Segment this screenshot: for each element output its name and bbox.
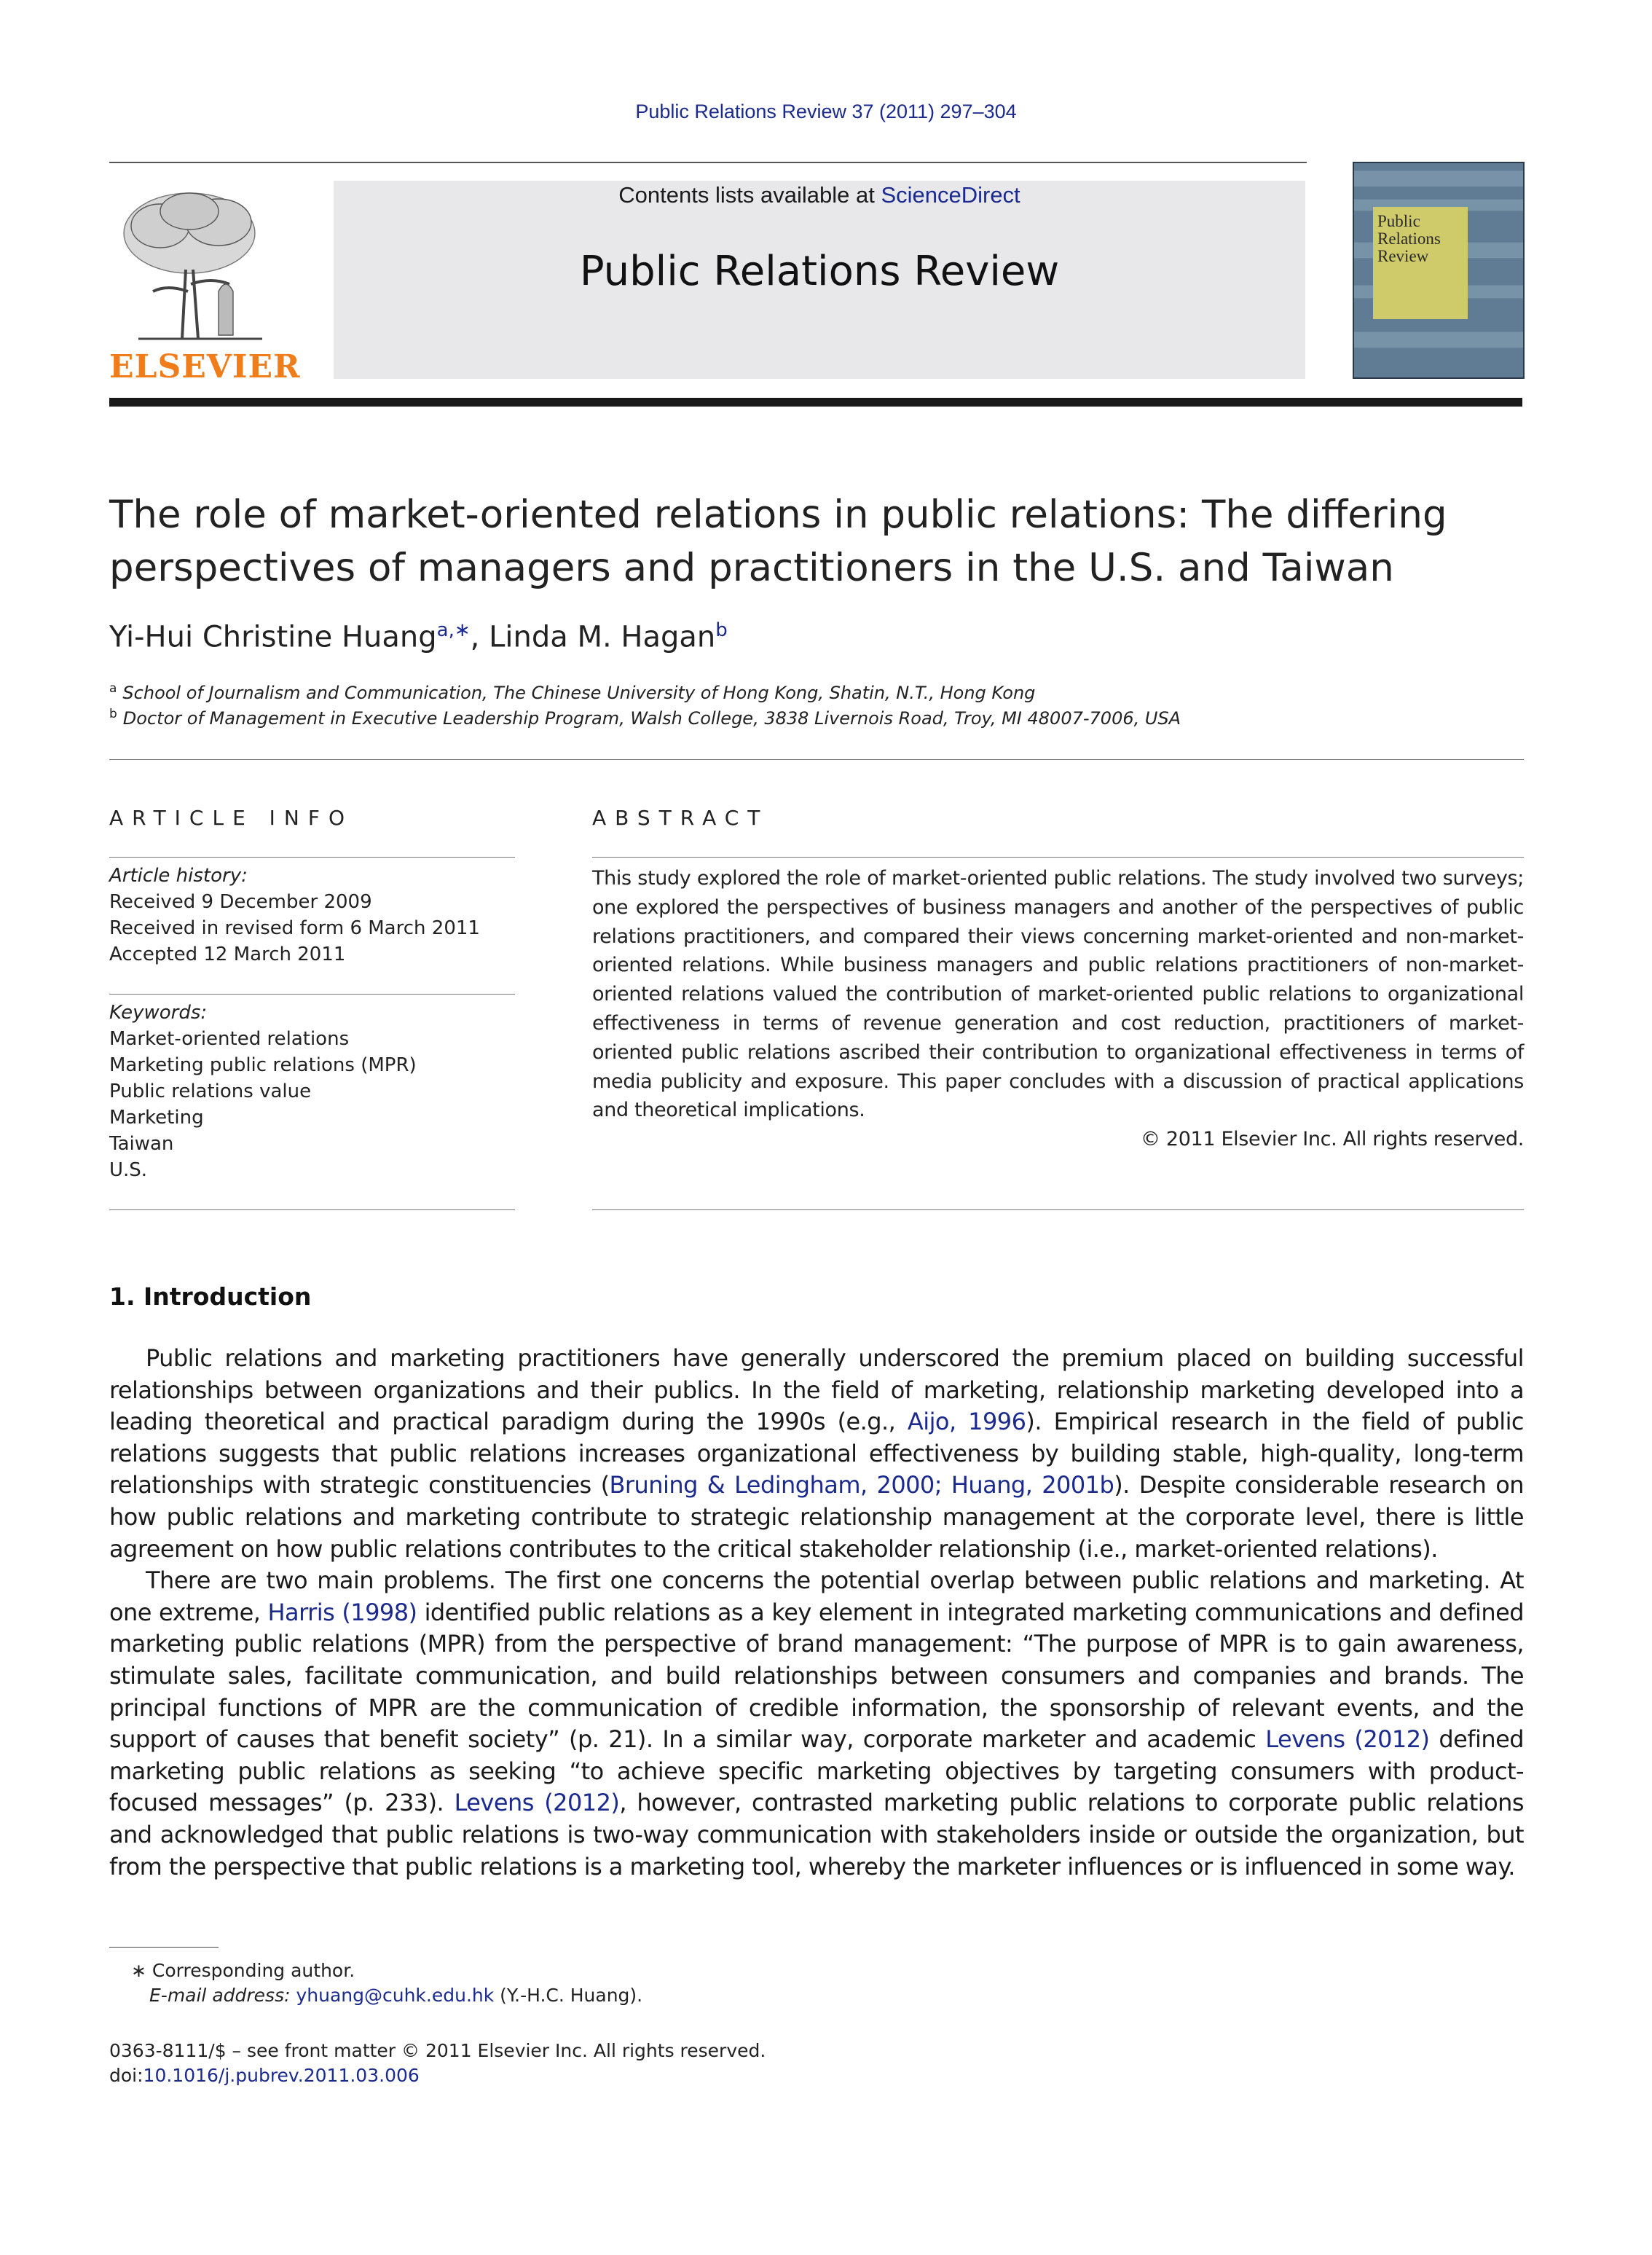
abstract-paragraph: This study explored the role of market-oriented public relations. The study involved two surveys; one explored the perspectives of business managers and another of the perspectives of public relations practitioners, and compared their views concerning market-oriented and non-market-oriented relations. While business managers and public relations practitioners of non-market-oriented relations valued the contribution of market-oriented public relations to organizational effectiveness in terms of revenue generation and cost reduction, practitioners of market-oriented public relations ascribed their contribution to organizational effectiveness in terms of media publicity and exposure. This paper concludes with a discussion of practical applications and theoretical implications. — [592, 867, 1524, 1122]
body-paragraph — [109, 1565, 1524, 1883]
email-label: E-mail address: — [149, 1985, 296, 2006]
elsevier-wordmark: ELSEVIER — [109, 348, 301, 385]
affiliation-mark: b — [109, 707, 117, 721]
keyword-item: Marketing public relations (MPR) — [109, 1054, 417, 1076]
keywords-label: Keywords: — [109, 1002, 208, 1024]
header-rule — [109, 162, 1307, 163]
keywords — [109, 1000, 515, 1183]
article-info-rule — [109, 1209, 515, 1210]
doi-link[interactable]: 10.1016/j.pubrev.2011.03.006 — [143, 2065, 420, 2086]
body-text-run: Public relations and marketing practitioners have generally underscored the premium placed on building successful relationships between organizations and their publics. In the field of marketing, relationship marketing developed into a leading theoretical and practical paradigm during the 1990s (e.g., — [109, 1344, 1524, 1436]
footnote-text: Corresponding author. — [152, 1960, 355, 1981]
article-info-rule — [109, 994, 515, 995]
issn-line: 0363-8111/$ – see front matter © 2011 Elsevier Inc. All rights reserved. — [109, 2040, 766, 2061]
email-note — [149, 1985, 642, 2006]
affiliation-mark: a — [109, 681, 117, 696]
section-heading-introduction: 1. Introduction — [109, 1282, 312, 1311]
footnote-rule — [109, 1947, 219, 1948]
history-label: Article history: — [109, 865, 248, 887]
citation-link[interactable]: Levens (2012) — [454, 1789, 620, 1817]
affiliation-b — [109, 707, 1181, 729]
keyword-item: Public relations value — [109, 1081, 312, 1102]
abstract-heading: ABSTRACT — [592, 806, 769, 830]
abstract-copyright: © 2011 Elsevier Inc. All rights reserved. — [1141, 1128, 1524, 1151]
body-text-run: ). Despite considerable research on how public relations and marketing contribute to strategic relationship management at the corporate level, there is little agreement on how public relations contributes to the critical stakeholder relationship (i.e., market-oriented relations). — [109, 1471, 1524, 1563]
body-text-run: defined marketing public relations as seeking “to achieve specific marketing objectives by targeting consumers with product-focused messages” (p. 233). — [109, 1725, 1524, 1817]
body-text-run: There are two main problems. The first one concerns the potential overlap between public relations and marketing. At one extreme, — [109, 1566, 1524, 1626]
email-link[interactable]: yhuang@cuhk.edu.hk — [296, 1985, 495, 2006]
doi-prefix: doi: — [109, 2065, 143, 2086]
author-marks-link[interactable]: a,∗ — [436, 619, 471, 641]
citation-link[interactable]: Levens (2012) — [1265, 1725, 1430, 1754]
article-history — [109, 863, 515, 968]
keyword-item: Taiwan — [109, 1133, 174, 1155]
article-info-rule — [109, 857, 515, 858]
journal-reference-link[interactable]: Public Relations Review 37 (2011) 297–304 — [635, 101, 1017, 122]
body-text-run: , however, contrasted marketing public relations to corporate public relations and acknowledged that public relations is two-way communication with stakeholders inside or outside the organization, but from the perspective that public relations is a marketing tool, whereby the marketer influences or is influenced in some way. — [109, 1789, 1524, 1881]
abstract-rule — [592, 1209, 1524, 1210]
history-item: Accepted 12 March 2011 — [109, 944, 346, 965]
cover-title: Public Relations Review — [1377, 212, 1441, 265]
abstract-rule — [592, 857, 1524, 858]
doi-line — [109, 2065, 420, 2086]
affiliation-text: Doctor of Management in Executive Leadership Program, Walsh College, 3838 Livernois Road, Troy, MI 48007-7006, USA — [122, 708, 1181, 729]
citation-link[interactable]: Bruning & Ledingham, 2000; Huang, 2001b — [609, 1471, 1114, 1499]
history-item: Received in revised form 6 March 2011 — [109, 917, 480, 939]
journal-title-link[interactable]: Public Relations Review — [579, 248, 1060, 295]
footnote-mark: ∗ — [131, 1960, 146, 1981]
author-separator: , — [470, 620, 489, 654]
affiliation-text: School of Journalism and Communication, The Chinese University of Hong Kong, Shatin, N.T., Hong Kong — [122, 683, 1036, 703]
citation-link[interactable]: Harris (1998) — [267, 1598, 417, 1626]
keyword-item: Marketing — [109, 1107, 204, 1129]
author-name: Yi-Hui Christine Huang — [109, 620, 437, 654]
author-marks-link[interactable]: b — [715, 619, 728, 641]
body-paragraph — [109, 1343, 1524, 1565]
abstract-body — [592, 864, 1524, 1154]
header-thick-rule — [109, 398, 1522, 407]
contents-prefix: Contents lists available at — [618, 182, 881, 208]
history-item: Received 9 December 2009 — [109, 891, 372, 913]
body-text-run: ). Empirical research in the field of public relations suggests that public relations increases organizational effectiveness by building stable, high-quality, long-term relationships with strategic constituencies ( — [109, 1408, 1524, 1499]
keyword-item: Market-oriented relations — [109, 1028, 350, 1050]
introduction-body — [109, 1343, 1524, 1883]
article-info-heading: ARTICLE INFO — [109, 806, 354, 830]
affiliation-rule — [109, 759, 1524, 760]
keyword-item: U.S. — [109, 1159, 148, 1181]
affiliation-a — [109, 681, 1035, 703]
paper-title: The role of market-oriented relations in public relations: The differing perspectives of managers and practitioners in the U.S. and Taiwan — [109, 493, 1447, 590]
author-name: Linda M. Hagan — [489, 620, 716, 654]
body-text-run: identified public relations as a key element in integrated marketing communications and defined marketing public relations (MPR) from the perspective of brand management: “The purpose of MPR is to gain awareness, stimulate sales, facilitate communication, and build relationships between consumers and companies and brands. The principal functions of MPR are the communication of credible information, the sponsorship of relevant events, and the support of causes that benefit society” (p. 21). In a similar way, corporate marketer and academic — [109, 1598, 1524, 1754]
citation-link[interactable]: Aijo, 1996 — [907, 1408, 1026, 1436]
email-suffix: (Y.-H.C. Huang). — [494, 1985, 643, 2006]
journal-cover-image[interactable] — [1353, 162, 1525, 379]
author-list — [109, 619, 728, 654]
corresponding-author-note — [131, 1960, 355, 1981]
contents-availability — [334, 181, 1305, 210]
sciencedirect-link[interactable]: ScienceDirect — [881, 182, 1020, 208]
